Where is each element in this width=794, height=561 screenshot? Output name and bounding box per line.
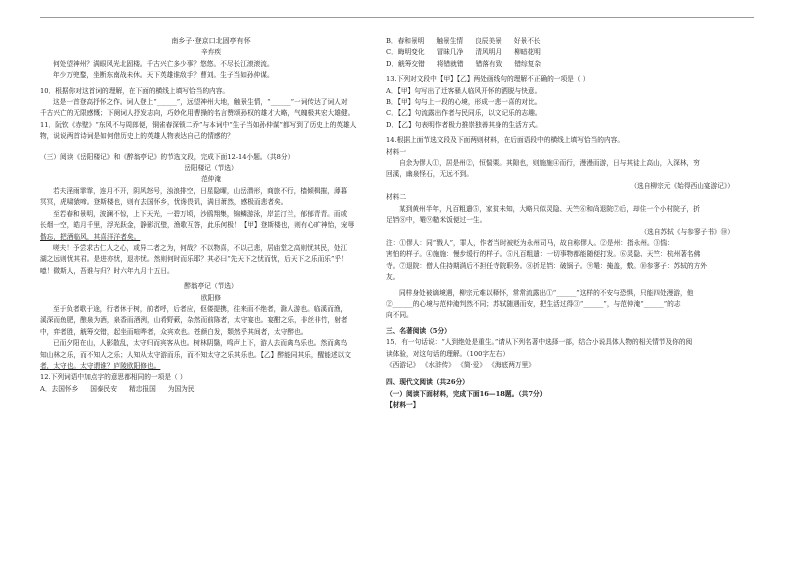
text1-line: 嗟夫！予尝求古仁人之心，或异二者之为，何哉？不以物喜，不以己悲，居庙堂之高则忧其民，处江 (53, 243, 348, 252)
notes-line: 害怕的样子。④施施：慢步缓行的样子。⑤凡百粗遣：一切事物都能随便打发。⑥灵隐、天竺：杭州著名佛 (386, 250, 701, 259)
text2-author: 欧阳修 (200, 293, 222, 302)
text1-title: 岳阳楼记（节选） (184, 164, 238, 173)
option-word: 清风明月 (475, 48, 503, 57)
option-word: 精忠报国 (129, 384, 156, 393)
text2-line-underlined: 者，太守也。太守谓谁？庐陵欧阳修也。 (40, 361, 161, 370)
option-word: C．晦明变化 (386, 48, 425, 57)
q14-stem: 14.根据上面节选文段及下面两则材料，在后面语段中的横线上填写恰当的内容。 (386, 136, 625, 145)
notes-line: 友。 (386, 273, 400, 282)
material-2-line: 足铛⑧中，罨⑨糙米饭便过一生。 (386, 216, 487, 225)
text1-line: 若夫淫雨霏霏，连月不开，阴风怒号，浊浪排空，日星隐曜，山岳潜形，商旅不行，樯倾楫摧，薄暮 (53, 186, 348, 195)
option-word: 好景不长 (513, 37, 541, 45)
material-1-label: 材料一 (386, 147, 407, 156)
text1-line-underlined: 长烟一空，皓月千里，浮光跃金，静影沉璧，渔歌互答，此乐何极！【甲】登斯楼也，则有心旷神怡，宠辱 (40, 221, 355, 230)
poem-line: 何处望神州？满眼风光北固楼。千古兴亡多少事？悠悠。不尽长江滚滚流。 (53, 59, 274, 68)
text2-line: 溪深而鱼肥，酿泉为酒，泉香而酒洌，山肴野蔌，杂然而前陈者，太守宴也。宴酣之乐，非丝非竹，射者 (40, 316, 348, 325)
notes-line: 寺。⑦退院：僧人住持期满后不担任寺院职务。⑧折足铛：破锅子。⑨罨：掩盖，敷。⑩参寥子：苏轼的方外 (386, 261, 707, 270)
material-2-line: 某到黄州半年，凡百粗遣⑤，家贫未知，大略只似灵隐、天竺⑥和尚退院⑦后，却住一个小村院子，折 (399, 204, 700, 213)
q13-option-c[interactable]: C．【乙】句流露出作者与民同乐，以文记乐的志趣。 (386, 109, 542, 118)
material-2-source: （选自苏轼《与参寥子书》⑩） (640, 227, 734, 236)
poem-line: 年少万兜鍪，坐断东南战未休。天下英雄谁敌手？曹刘。生子当如孙仲谋。 (53, 71, 274, 80)
right-column (386, 36, 734, 555)
section-4-subtitle: （一）阅读下面材料，完成下面16—18题。（共7分） (386, 389, 547, 398)
q14-fill-paragraph[interactable]: 向不同。 (386, 311, 413, 320)
q12-stem: 12.下列词语中加点字的意思都相同的一项是（ ） (40, 373, 187, 382)
option-word: 冒昧几净 (436, 48, 464, 57)
option-word: 良辰美景 (475, 37, 502, 45)
q12-option-a[interactable] (40, 384, 382, 395)
text1-line: 至若春和景明，波澜不惊，上下天光，一碧万顷，沙鸥翔集，锦鳞游泳，岸芷汀兰，郁郁青青。而或 (53, 209, 348, 218)
section-4-title: 四、现代文阅读（共26分） (386, 378, 469, 387)
text1-line: 噫！微斯人，吾谁与归？时六年九月十五日。 (40, 266, 174, 275)
q11-stem: 11．阮钦《赤壁》“东风不与周郎便，铜雀春深锁二乔”与本词中“生子当如孙仲谋”都写到了历史上的英雄人 (40, 120, 357, 129)
section-3-heading: （三）阅读《岳阳楼记》和《醉翁亭记》的节选文段，完成下面12-14小题。（共8分） (40, 152, 295, 161)
material-1-line: 自余为僇人①，居是州②，恒惴栗。其隙也，则施施④而行，漫漫而游，日与其徒上高山，入深林，穷 (399, 159, 700, 168)
option-word: 错落有致 (475, 59, 503, 68)
q11-stem: 物，说说两首诗词是如何借历史上的英雄人物表达自己的情感的？ (40, 132, 234, 141)
text2-line: 已而夕阳在山，人影散乱，太守归而宾客从也。树林阴翳，鸣声上下，游人去而禽鸟乐也。然而禽鸟 (53, 339, 348, 348)
q13-option-a[interactable]: A．【甲】句写出了迁客骚人临风开怀的洒脱与快意。 (386, 86, 542, 95)
option-word: 为国为民 (167, 384, 195, 393)
option-word: 错综复杂 (514, 59, 542, 68)
q10-stem: 10．根据你对这首词的理解，在下面的横线上填写恰当的内容。 (40, 86, 230, 95)
text1-line-underlined: 偕忘，把酒临风，其喜洋洋者矣。 (40, 232, 141, 241)
option-word: 将错就错 (436, 59, 464, 68)
option-word: 柳暗花明 (514, 48, 541, 57)
q14-fill-paragraph[interactable]: ②______的心境与范仲淹判然不同；苏轼随遇而安，把生活过得③“______”，与范仲淹“______”的志 (386, 299, 681, 308)
text2-line: 至于负者歌于途，行者休于树，前者呼，后者应，伛偻提携，往来而不绝者，滁人游也。临溪而渔， (53, 304, 348, 313)
q15-stem: 读体验，对这句话的理解。（100字左右） (386, 349, 510, 358)
q14-fill-paragraph[interactable]: 同样身处被谪境遇，柳宗元难以释怀，常常流露出①“______”这样的不安与恐惧，只能四处漫游，他 (399, 288, 694, 297)
poem-author: 辛弃疾 (200, 48, 222, 57)
text2-title: 醉翁亭记（节选） (184, 282, 238, 291)
material-2-label: 材料二 (386, 193, 407, 202)
option-word: 触景生情 (436, 37, 464, 45)
header-rule (40, 17, 754, 18)
option-word: A．去国怀乡 (40, 384, 79, 393)
text1-line: 湖之远则忧其君。是进亦忧，退亦忧。然则何时而乐耶？其必曰“先天下之忧而忧，后天下之乐而乐”乎！ (40, 255, 348, 264)
option-word: D．觥筹交错 (386, 59, 425, 68)
option-word: B．春和景明 (386, 37, 425, 45)
poem-title: 南乡子·登京口北固亭有怀 (171, 37, 251, 45)
q12-option-d[interactable] (386, 59, 734, 70)
text1-line: 冥冥，虎啸猿啼。登斯楼也，则有去国怀乡，忧谗畏讥，满目萧然，感极而悲者矣。 (40, 198, 288, 207)
section-3-title: 三、名著阅读（5分） (386, 326, 451, 335)
text2-line-underlined: 知山林之乐，而不知人之乐；人知从太守游而乐，而不知太守之乐其乐也。【乙】醉能同其乐，醒能述以文 (40, 350, 351, 359)
q13-option-d[interactable]: D．【乙】句表明作者极力推崇独善其身的生活方式。 (386, 120, 542, 129)
text2-line: 中，弈者胜，觥筹交错，起坐而喧哗者，众宾欢也。苍颜白发，颓然乎其间者，太守醉也。 (40, 327, 308, 336)
q13-option-b[interactable]: B．【甲】句与上一段的心境，形成一悲一喜的对比。 (386, 98, 542, 107)
text1-author: 范仲淹 (200, 175, 222, 184)
q12-option-c[interactable] (386, 47, 734, 58)
q10-text: 千古兴亡的无限感慨；下阕词人抒发志向，巧妙化用曹操的名言赞颂孙权的雄才大略，气魄极其宏大雄健。 (40, 109, 355, 118)
q15-stem: 15．有一句话说：“人到绝处是重生。”请从下列名著中选择一部，结合小说具体人物的相关情节及你的阅 (386, 338, 693, 347)
material-1-source: （选自柳宗元《始得西山宴游记》） (630, 181, 734, 190)
q12-option-b[interactable] (386, 36, 734, 47)
q13-stem: 13.下列对文段中【甲】【乙】两处画线句的理解不正确的一项是（ ） (386, 75, 590, 84)
q15-book-list: 《西游记》 《水浒传》 《简·爱》 《海底两万里》 (386, 360, 535, 369)
left-column (40, 36, 382, 555)
option-word: 国泰民安 (90, 384, 118, 393)
material-1-line: 回溪，幽泉怪石，无远不到。 (386, 170, 473, 179)
material-label: 【材料一】 (386, 401, 420, 410)
q10-text: 这是一首登高抒怀之作。词人登上“______”，远望神州大地，触景生情，“______”一词传达了词人对 (53, 98, 348, 107)
notes-line: 注：①僇人：同“戮人”，罪人，作者当时被贬为永州司马，故自称僇人。②是州：指永州。③惴： (386, 238, 674, 247)
